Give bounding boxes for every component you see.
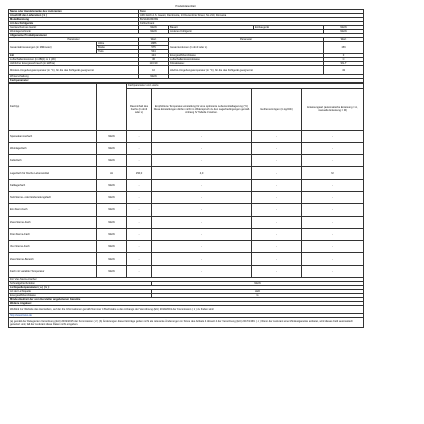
compartment-temp: -	[152, 179, 252, 191]
kind-label: Art des Kühlgeräts	[9, 22, 139, 26]
compartment-present: NEIN	[97, 130, 127, 142]
noise-value: 36	[139, 58, 169, 62]
compartment-volume: -	[127, 265, 152, 277]
compartment-row	[9, 204, 364, 216]
low-noise-value: NEIN	[139, 26, 169, 30]
compartment-freeze: -	[252, 167, 302, 179]
temp-row	[9, 66, 364, 75]
kind-value: Kühlschrank	[139, 22, 364, 26]
compartment-row	[9, 167, 364, 179]
volume-value: 156	[324, 42, 364, 54]
col-super: Fachparameter und -werte	[127, 83, 364, 88]
energy-class-label: Energieeffizienzklasse	[169, 54, 324, 58]
volume-label: Gesamtvolumen (in dm3 oder L)	[169, 42, 324, 54]
other-fridge-label: Anderes Kühlgerät	[169, 30, 324, 34]
general-header: Allgemeine Produktparameter	[9, 34, 364, 38]
compartment-present: NEIN	[97, 179, 127, 191]
compartment-present: NEIN	[97, 228, 127, 240]
compartment-defrost: -	[302, 191, 364, 203]
compartment-name: Vier-Sterne-Fach	[9, 241, 97, 253]
compartment-name: Zwei-Sterne-Fach	[9, 216, 97, 228]
compartment-volume: -	[127, 241, 152, 253]
compartment-freeze: -	[252, 191, 302, 203]
dimensions-label: Gesamtabmessungen (in Millimeter)	[9, 42, 97, 54]
compartment-present: NEIN	[97, 191, 127, 203]
compartment-name: Drei-Sterne-Fach	[9, 228, 97, 240]
warranty-header: Mindestlaufzeit der vom Hersteller angebotenen Garantie	[9, 298, 364, 302]
compartment-temp: -	[152, 130, 252, 142]
type-value: Einbaugerät	[254, 26, 324, 30]
compartment-temp: -	[152, 216, 252, 228]
light-type-value: LED	[152, 290, 364, 294]
compartment-row	[9, 228, 364, 240]
compartment-row	[9, 130, 364, 142]
compartment-temp: -	[152, 228, 252, 240]
compartment-defrost: -	[302, 265, 364, 277]
type-label: Bauart	[169, 26, 254, 30]
quick-freeze-label: Schnellgefrierfunktion	[9, 282, 152, 286]
dim-height-label: Höhe	[97, 42, 139, 46]
compartment-row	[9, 216, 364, 228]
dim-depth-value: 544	[139, 50, 169, 54]
compartment-row	[9, 155, 364, 167]
eei-value: 124	[139, 54, 169, 58]
model-value: BLSA310M3SN	[139, 18, 364, 22]
dim-width-value: 575	[139, 46, 169, 50]
compartment-volume: -	[127, 179, 152, 191]
product-data-sheet	[8, 4, 363, 328]
compartment-defrost: -	[302, 204, 364, 216]
compartment-present: NEIN	[97, 265, 127, 277]
compartment-volume: -	[127, 155, 152, 167]
col-fachtyp: Fachtyp	[9, 83, 97, 130]
compartment-row	[9, 253, 364, 265]
compartment-temp: -	[152, 253, 252, 265]
compartment-temp: -	[152, 204, 252, 216]
wine-value: NEIN	[139, 30, 169, 34]
compartment-row	[9, 191, 364, 203]
type-flag: NEIN	[324, 26, 364, 30]
compartment-freeze: -	[252, 228, 302, 240]
compartment-present: NEIN	[97, 216, 127, 228]
light-header: Lichtquellenparameter ( a ) ( b ):	[9, 286, 364, 290]
compartment-volume: -	[127, 253, 152, 265]
compartment-present: NEIN	[97, 241, 127, 253]
compartment-freeze: -	[252, 179, 302, 191]
noise-class-label: Luftschallemissionsklasse	[169, 58, 324, 62]
max-temp-label: Höchst-Umgebungstemperatur (in °C), für die das Kühlgerät geeignet ist	[169, 66, 324, 75]
compartment-temp: -	[152, 142, 252, 154]
compartment-name: Null-Sterne- oder Eisbereitungsfach	[9, 191, 97, 203]
climate-label: Klimaklasse:	[169, 62, 324, 66]
footnote-row	[9, 318, 364, 328]
compartment-temp: -	[152, 191, 252, 203]
compartment-volume: -	[127, 216, 152, 228]
compartment-defrost: -	[302, 216, 364, 228]
supplier-label: Name oder Handelsmarke des Lieferanten	[9, 10, 139, 14]
compartment-name: Kellerfach	[9, 155, 97, 167]
compartment-name: Fach mit variabler Temperatur	[9, 265, 97, 277]
noise-label: Luftschallemissionen (in dB(A) re 1 pW)	[9, 58, 139, 62]
compartment-defrost: -	[302, 241, 364, 253]
compartment-defrost: -	[302, 155, 364, 167]
compartment-freeze: -	[252, 142, 302, 154]
compartment-temp: -	[152, 265, 252, 277]
dim-height-value: 1886	[139, 42, 169, 46]
general-table	[8, 9, 364, 83]
col-value2: Wert	[324, 38, 364, 42]
dim-depth-label: Tiefe	[97, 50, 139, 54]
noise-class-value: C	[324, 58, 364, 62]
compartment-name: Lagerfach für frische Lebensmittel	[9, 167, 97, 179]
extra-text: Weblink zur Website des Herstellers, auf der die Informationen gemäß Nummer 4 Buchstabe a des Anhangs der Verordnung (EU) 2019/2019 der Kommission ( 1 ) zu finden sind:	[9, 306, 364, 314]
min-temp-value: 10	[139, 66, 169, 75]
climate-value: SN-T	[324, 62, 364, 66]
compartment-freeze: -	[252, 253, 302, 265]
compartment-defrost: -	[302, 253, 364, 265]
compartment-freeze: -	[252, 155, 302, 167]
model-label: Modellkennung	[9, 18, 139, 22]
compartment-freeze: -	[252, 216, 302, 228]
col-param2: Parameter	[169, 38, 324, 42]
address-value: ARC ELIK A.S. Gaesti, Dambovita, 13 Decembrie Street, No 210, Romania	[139, 14, 364, 18]
footnote: (a) gemäß der Delegierten Verordnung (EU) 2019/2015 der Kommission ( 2 ) (b) Änderungen dieser Einträge gelten nicht als relevante Änderungen im Sinne des Artikels 4 Absatz 4 der Verordnung (EU) 2017/1369. ( c ) Wenn der Lieferant eine Mindestgarantie anbietet, wird dieses Feld automatisch generiert und, fall der Lieferant diese Daten nicht eingeben.	[9, 318, 364, 328]
compartment-table	[8, 83, 364, 329]
compartment-present: NEIN	[97, 142, 127, 154]
compartment-name: Weinlagerfach	[9, 142, 97, 154]
compartment-name: Ein-Stern-Fach	[9, 204, 97, 216]
compartment-freeze: -	[252, 204, 302, 216]
compartment-name: Kaltlagerfach	[9, 179, 97, 191]
winter-label: Winterschaltung	[9, 75, 139, 79]
compartment-defrost: -	[302, 142, 364, 154]
col-value: Wert	[139, 38, 169, 42]
energy-label: Jährlicher Energieverbrauch (in kWh/a)	[9, 62, 139, 66]
wine-label: Weinlagerschrank	[9, 30, 139, 34]
compartment-row	[9, 179, 364, 191]
compartment-row	[9, 241, 364, 253]
compartment-temp: -	[152, 155, 252, 167]
extra-text-row	[9, 306, 364, 314]
compartment-defrost: -	[302, 179, 364, 191]
compartment-row	[9, 142, 364, 154]
col-param: Parameter	[9, 38, 139, 42]
compartment-present: NEIN	[97, 253, 127, 265]
eei-label: EEI	[9, 54, 139, 58]
light-class-label: Energieeffizienzklasse	[9, 294, 152, 298]
quick-freeze-value: NEIN	[152, 282, 364, 286]
compartment-freeze: -	[252, 265, 302, 277]
compartment-volume: -	[127, 204, 152, 216]
col-temp: Empfohlene Temperatur-einstellung für eine optimierte Lebensmittellagerung (°C) Diese Einstellungen dürfen nicht im Widerspruch zu den Lagerbedingungen gemäß Anhang IV Tabelle 3 stehen.	[152, 88, 252, 130]
compartment-volume: -	[127, 142, 152, 154]
other-fridge-value: NEIN	[324, 30, 364, 34]
low-noise-label: Geräuscharmes Gerät:	[9, 26, 139, 30]
col-defrost: Enteisungsart (automatische Enteisung = A, manuelle Enteisung = M)	[302, 88, 364, 130]
col-freeze: Gefriervermögen (in kg/24h)	[252, 88, 302, 130]
compartment-freeze: -	[252, 130, 302, 142]
compartment-temp: 4,0	[152, 167, 252, 179]
compartment-header: Fachparameter	[9, 79, 364, 83]
dim-width-label: Breite	[97, 46, 139, 50]
compartment-volume: -	[127, 228, 152, 240]
dim-row-1	[9, 42, 364, 46]
compartment-temp: -	[152, 241, 252, 253]
compartment-present: JA	[97, 167, 127, 179]
compartment-defrost: -	[302, 228, 364, 240]
energy-value: 116.99	[139, 62, 169, 66]
max-temp-value: 43	[324, 66, 364, 75]
compartment-volume: -	[127, 191, 152, 203]
light-class-value: G	[152, 294, 364, 298]
min-temp-label: Mindest-Umgebungstemperatur (in °C), für die das Kühlgerät geeignet ist	[9, 66, 139, 75]
compartment-defrost: -	[302, 130, 364, 142]
compartment-row	[9, 265, 364, 277]
extra-header: Weitere Angaben:	[9, 302, 364, 306]
winter-value: NEIN	[139, 75, 169, 79]
compartment-defrost: M	[302, 167, 364, 179]
energy-class-value: F	[324, 54, 364, 58]
address-label: Anschrift des Lieferanten ( b )	[9, 14, 139, 18]
compartment-name: Zwei-Sterne-Bereich	[9, 253, 97, 265]
compartment-present: NEIN	[97, 155, 127, 167]
supplier-value: Beko	[139, 10, 364, 14]
compartment-volume: 156,0	[127, 167, 152, 179]
compartment-freeze: -	[252, 241, 302, 253]
col-volume: Rauminhalt des Fachs (in dm3 oder L)	[127, 88, 152, 130]
compartment-present: NEIN	[97, 204, 127, 216]
compartment-name: Speisekammerfach	[9, 130, 97, 142]
compartment-volume: -	[127, 130, 152, 142]
sheet-title: Produktdatenblatt	[175, 5, 196, 8]
weblink[interactable]: http://www.beko.de	[9, 314, 364, 318]
light-type-label: Art der Lichtquelle	[9, 290, 152, 294]
four-star-label: Für Vier-Sterne-Fächer	[9, 278, 364, 282]
compartment-rows	[9, 130, 364, 278]
